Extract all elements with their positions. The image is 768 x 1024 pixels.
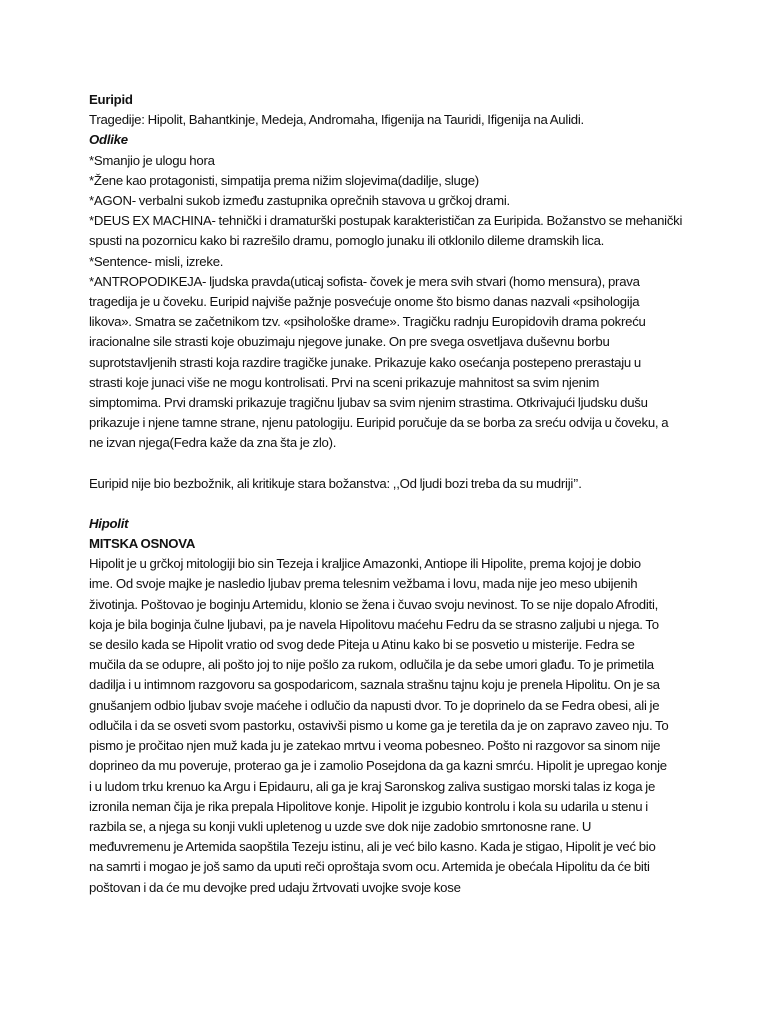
text-line: mučila da se odupre, ali pošto joj to nije pošlo za rukom, odlučila je da sebe umori glađu. To je primetila	[89, 657, 654, 673]
text-line: izronila neman čija je rika prepala Hipolitove konje. Hipolit je izgubio kontrolu i kola su udarila u stenu i	[89, 798, 648, 814]
text-line: gnušanjem odbio ljubav svoje maćehe i odlučio da napusti dvor. To je doprinelo da se Fedra obesi, ali je	[89, 697, 660, 713]
text-line: razbila se, a njega su konji vukli upletenog u uzde sve dok nije zadobio smrtonosne rane. U	[89, 818, 592, 834]
author-heading: Euripid	[89, 92, 133, 107]
text-line: suprotstavljenih strasti koja razdire tragičke junake. Prikazuje kako osećanja postepeno prerastaju u	[89, 354, 642, 370]
document-text	[89, 90, 689, 898]
gods-line: Euripid nije bio bezbožnik, ali kritikuje stara božanstva: ,,Od ljudi bozi treba da su mudriji’’.	[89, 475, 582, 491]
text-line: pismo je pročitao njen muž kada ju je zatekao mrtvu i veoma pobesneo. Pošto ni razgovor sa sinom nije	[89, 738, 661, 754]
text-line: strasti koje junaci više ne mogu kontrolisati. Prvi na sceni prikazuje mahnitost sa svim njenim	[89, 374, 600, 390]
text-line: spusti na pozornicu kako bi razrešilo dramu, pomoglo junaku ili otklonilo dileme dramskih lica.	[89, 233, 605, 249]
text-line: *Žene kao protagonisti, simpatija prema nižim slojevima(dadilje, sluge)	[89, 172, 479, 188]
text-line: tragedija je u čoveku. Euripid najviše pažnje posvećuje onome što bismo danas nazvali «psihologija	[89, 294, 640, 310]
text-line: dadilja i u intimnom razgovoru sa gospodaricom, saznala strašnu tajnu koju je prenela Hipolitu. On je sa	[89, 677, 660, 693]
text-line: likova». Smatra se začetnikom tzv. «psihološke drame». Tragičku radnju Europidovih drama pokreću	[89, 314, 646, 330]
text-line: koja je bila boginja čulne ljubavi, pa je navela Hipolitovu maćehu Fedru da se strasno zaljubi u njega. To	[89, 616, 659, 632]
text-line: međuvremenu je Artemida saopštila Tezeju istinu, ali je već bilo kasno. Kada je stigao, Hipolit je već bio	[89, 839, 656, 855]
text-line: simptomima. Prvi dramski prikazuje tragičnu ljubav sa svim njenim strastima. Otkrivajući ljudsku dušu	[89, 395, 648, 411]
text-line: se desilo kada se Hipolit vratio od svog dede Piteja u Atinu kako bi se posvetio u misterije. Fedra se	[89, 637, 635, 653]
text-line: *DEUS EX MACHINA- tehnički i dramaturški postupak karakterističan za Euripida. Božanstvo se mehanički	[89, 213, 683, 229]
text-line: prikazuje i njene tamne strane, njenu patologiju. Euripid poručuje da se borba za sreću odvija u čoveku, a	[89, 415, 669, 431]
text-line: doprineo da mu poveruje, proterao ga je i zamolio Posejdona da ga kazni smrću. Hipolit je upregao konje	[89, 758, 667, 774]
text-line: *Smanjio je ulogu hora	[89, 152, 215, 168]
text-line: odlučila i da se osveti svom pastorku, ostavivši pismo u kome ga je teretila da je on zapravo zaveo nju. To	[89, 717, 669, 733]
text-line: Hipolit je u grčkoj mitologiji bio sin Tezeja i kraljice Amazonki, Antiope ili Hipolite, prema kojoj je dobio	[89, 556, 641, 572]
text-line: iracionalne sile strasti koje obuzimaju njegove junake. On pre svega osvetljava duševnu borbu	[89, 334, 610, 350]
text-line: ime. Od svoje majke je nasledio ljubav prema telesnim vežbama i lovu, mada nije jeo meso ubijenih	[89, 576, 638, 592]
text-line: *Sentence- misli, izreke.	[89, 253, 224, 269]
mitska-heading: MITSKA OSNOVA	[89, 536, 196, 552]
text-line: i u ludom trku krenuo ka Argu i Epidauru, ali ga je kraj Saronskog zaliva sustigao morski talas iz koga je	[89, 778, 656, 794]
text-line: *ANTROPODIKEJA- ljudska pravda(uticaj sofista- čovek je mera svih stvari (homo mensura), prava	[89, 273, 640, 289]
paragraph-gap	[89, 494, 689, 514]
hipolit-heading: Hipolit	[89, 515, 129, 531]
text-line: ne izvan njega(Fedra kaže da zna šta je zlo).	[89, 435, 337, 451]
tragedies-line: Tragedije: Hipolit, Bahantkinje, Medeja, Andromaha, Ifigenija na Tauridi, Ifigenija na Aulidi.	[89, 112, 584, 128]
text-line: *AGON- verbalni sukob između zastupnika oprečnih stavova u grčkoj drami.	[89, 193, 510, 209]
paragraph-gap	[89, 454, 689, 474]
odlike-heading: Odlike	[89, 132, 128, 148]
text-line: na samrti i mogao je još samo da uputi reči oproštaja svom ocu. Artemida je obećala Hipolitu da će biti	[89, 859, 650, 875]
text-line: životinja. Poštovao je boginju Artemidu, klonio se žena i čuvao svoju nevinost. To se nije dopalo Afroditi,	[89, 596, 659, 612]
text-line: poštovan i da će mu devojke pred udaju žrtvovati uvojke svoje kose	[89, 879, 461, 895]
